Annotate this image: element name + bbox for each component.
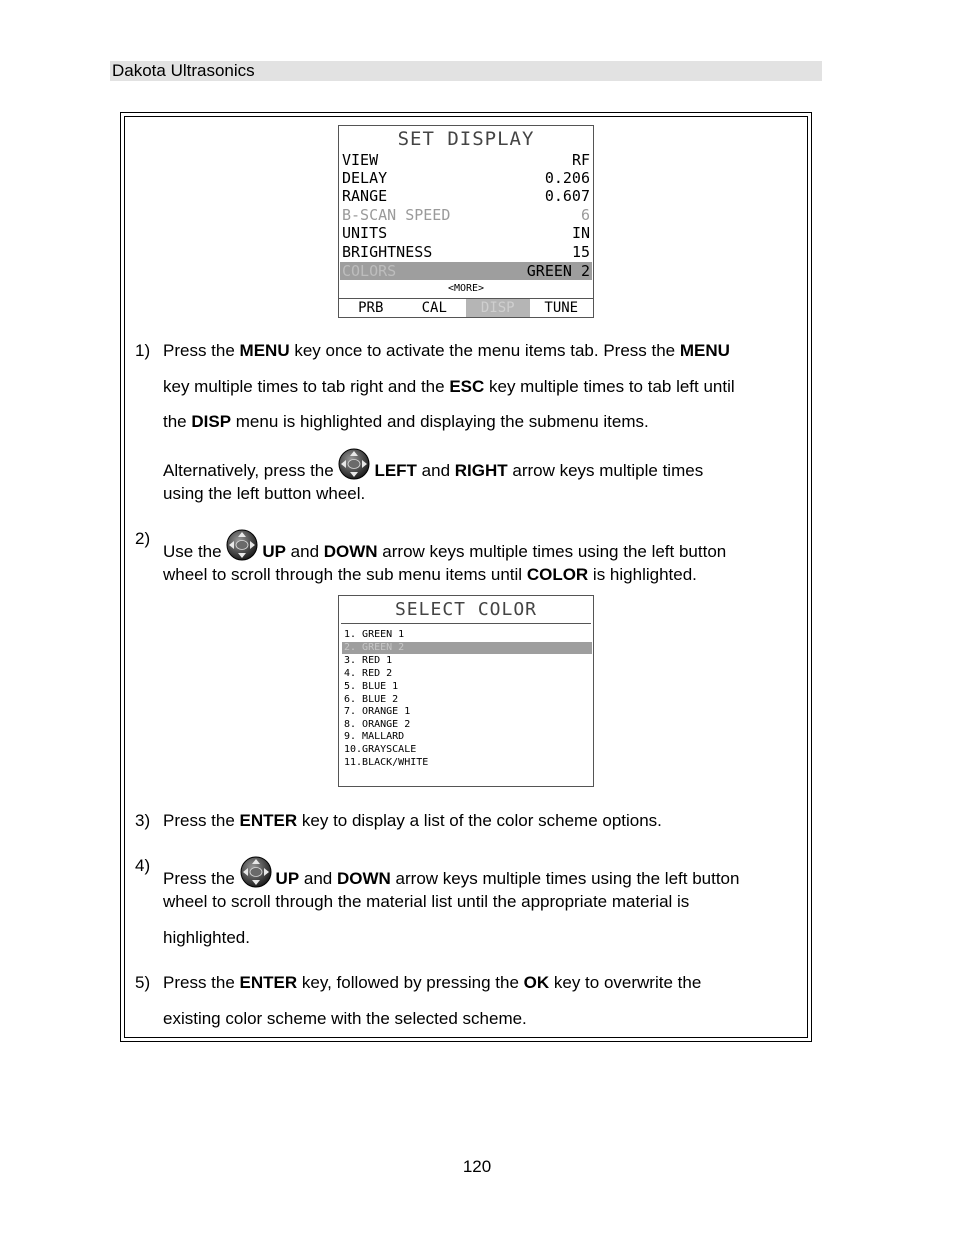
step-number: 4) [135, 856, 151, 875]
text: arrow keys multiple times [507, 461, 704, 480]
color-option: 5. BLUE 1 [344, 681, 399, 692]
menu-tabs [339, 298, 593, 317]
select-color-screen [338, 595, 594, 787]
step4-line3: highlighted. [163, 928, 250, 947]
text: Press the [163, 869, 240, 888]
key-name: UP [275, 869, 300, 888]
text: key multiple times to tab right and the [163, 377, 450, 396]
text: key, followed by pressing the [297, 973, 524, 992]
step3-line1 [163, 811, 662, 831]
arrow-keys-wheel-icon [240, 856, 272, 888]
step1-line4 [163, 448, 703, 481]
text: is highlighted. [588, 565, 697, 584]
key-name: MENU [239, 341, 290, 360]
key-name: UP [262, 542, 286, 561]
menu-row-value: 0.607 [544, 187, 590, 205]
text: arrow keys multiple times using the left button [390, 869, 740, 888]
step-number: 2) [135, 529, 151, 548]
step1-line5: using the left button wheel. [163, 484, 366, 503]
step-number: 5) [135, 973, 151, 992]
tab-disp: DISP [466, 299, 530, 317]
menu-row-range [340, 187, 592, 205]
page-number: 120 [462, 1157, 492, 1176]
step2-line1 [163, 529, 726, 562]
text: Press the [163, 811, 240, 830]
step-number: 3) [135, 811, 151, 830]
document-header [110, 61, 822, 81]
text: and [285, 542, 324, 561]
text: wheel to scroll through the sub menu items until [163, 565, 527, 584]
key-name: DOWN [336, 869, 391, 888]
menu-row-value: RF [571, 151, 590, 169]
step1-line1 [163, 341, 730, 361]
key-name: COLOR [526, 565, 589, 584]
step1-line3 [163, 412, 649, 432]
text: key multiple times to tab left until [484, 377, 735, 396]
step1-line2 [163, 377, 735, 397]
menu-row-delay [340, 169, 592, 187]
menu-row-value: IN [571, 224, 590, 242]
arrow-keys-wheel-icon [338, 448, 370, 480]
step2-line2 [163, 565, 697, 585]
text: Alternatively, press the [163, 461, 339, 480]
menu-row-label: VIEW [342, 151, 379, 169]
text: Press the [163, 973, 240, 992]
color-option: 10.GRAYSCALE [344, 744, 417, 755]
tab-tune: TUNE [544, 300, 579, 316]
menu-row-brightness [340, 243, 592, 261]
color-option: 11.BLACK/WHITE [344, 757, 429, 768]
color-option: 8. ORANGE 2 [344, 719, 411, 730]
color-option: 9. MALLARD [344, 731, 405, 742]
step5-line1 [163, 973, 701, 993]
menu-row-value: 0.206 [544, 169, 590, 187]
set-display-title: SET DISPLAY [397, 128, 535, 150]
text: and [299, 869, 337, 888]
text: key to display a list of the color scheme options. [297, 811, 662, 830]
color-option: 3. RED 1 [344, 655, 393, 666]
key-name: LEFT [374, 461, 417, 480]
select-color-title: SELECT COLOR [394, 599, 538, 620]
color-option: 1. GREEN 1 [344, 629, 405, 640]
menu-row-units [340, 224, 592, 242]
key-name: ENTER [239, 973, 298, 992]
text: key once to activate the menu items tab. Press the [289, 341, 680, 360]
arrow-keys-wheel-icon [226, 529, 258, 561]
key-name: OK [523, 973, 550, 992]
step4-line2: wheel to scroll through the material list until the appropriate material is [163, 892, 690, 911]
menu-row-label: DELAY [342, 169, 388, 187]
tab-cal: CAL [421, 300, 447, 316]
tab-prb: PRB [358, 300, 384, 316]
key-name: ESC [449, 377, 485, 396]
key-name: RIGHT [454, 461, 508, 480]
color-option: 6. BLUE 2 [344, 694, 399, 705]
text: the [163, 412, 192, 431]
menu-row-value: 15 [571, 243, 590, 261]
menu-row-value: 6 [580, 206, 590, 224]
menu-row-value: GREEN 2 [526, 262, 590, 280]
text: menu is highlighted and displaying the submenu items. [231, 412, 649, 431]
menu-row-label: RANGE [342, 187, 388, 205]
text: key to overwrite the [549, 973, 702, 992]
menu-row-colors [340, 262, 592, 280]
menu-row-label: BRIGHTNESS [342, 243, 433, 261]
set-display-screen [338, 125, 594, 318]
color-option: 2. GREEN 2 [342, 642, 592, 654]
step4-line1 [163, 856, 739, 889]
menu-row-view [340, 151, 592, 169]
key-name: ENTER [239, 811, 298, 830]
text: Press the [163, 341, 240, 360]
menu-row-label: COLORS [342, 262, 397, 280]
key-name: MENU [679, 341, 730, 360]
step-number: 1) [135, 341, 151, 360]
key-name: DOWN [323, 542, 378, 561]
color-option: 7. ORANGE 1 [344, 706, 411, 717]
key-name: DISP [191, 412, 232, 431]
step5-line2: existing color scheme with the selected scheme. [163, 1009, 527, 1028]
text: Use the [163, 542, 227, 561]
header-title: Dakota Ultrasonics [112, 61, 255, 80]
title-divider [341, 623, 591, 624]
menu-row-label: UNITS [342, 224, 388, 242]
more-indicator: <MORE> [447, 283, 485, 294]
menu-row-bscan-speed [340, 206, 592, 224]
menu-row-label: B-SCAN SPEED [342, 206, 451, 224]
text: and [416, 461, 455, 480]
text: arrow keys multiple times using the left button [377, 542, 727, 561]
color-option: 4. RED 2 [344, 668, 393, 679]
